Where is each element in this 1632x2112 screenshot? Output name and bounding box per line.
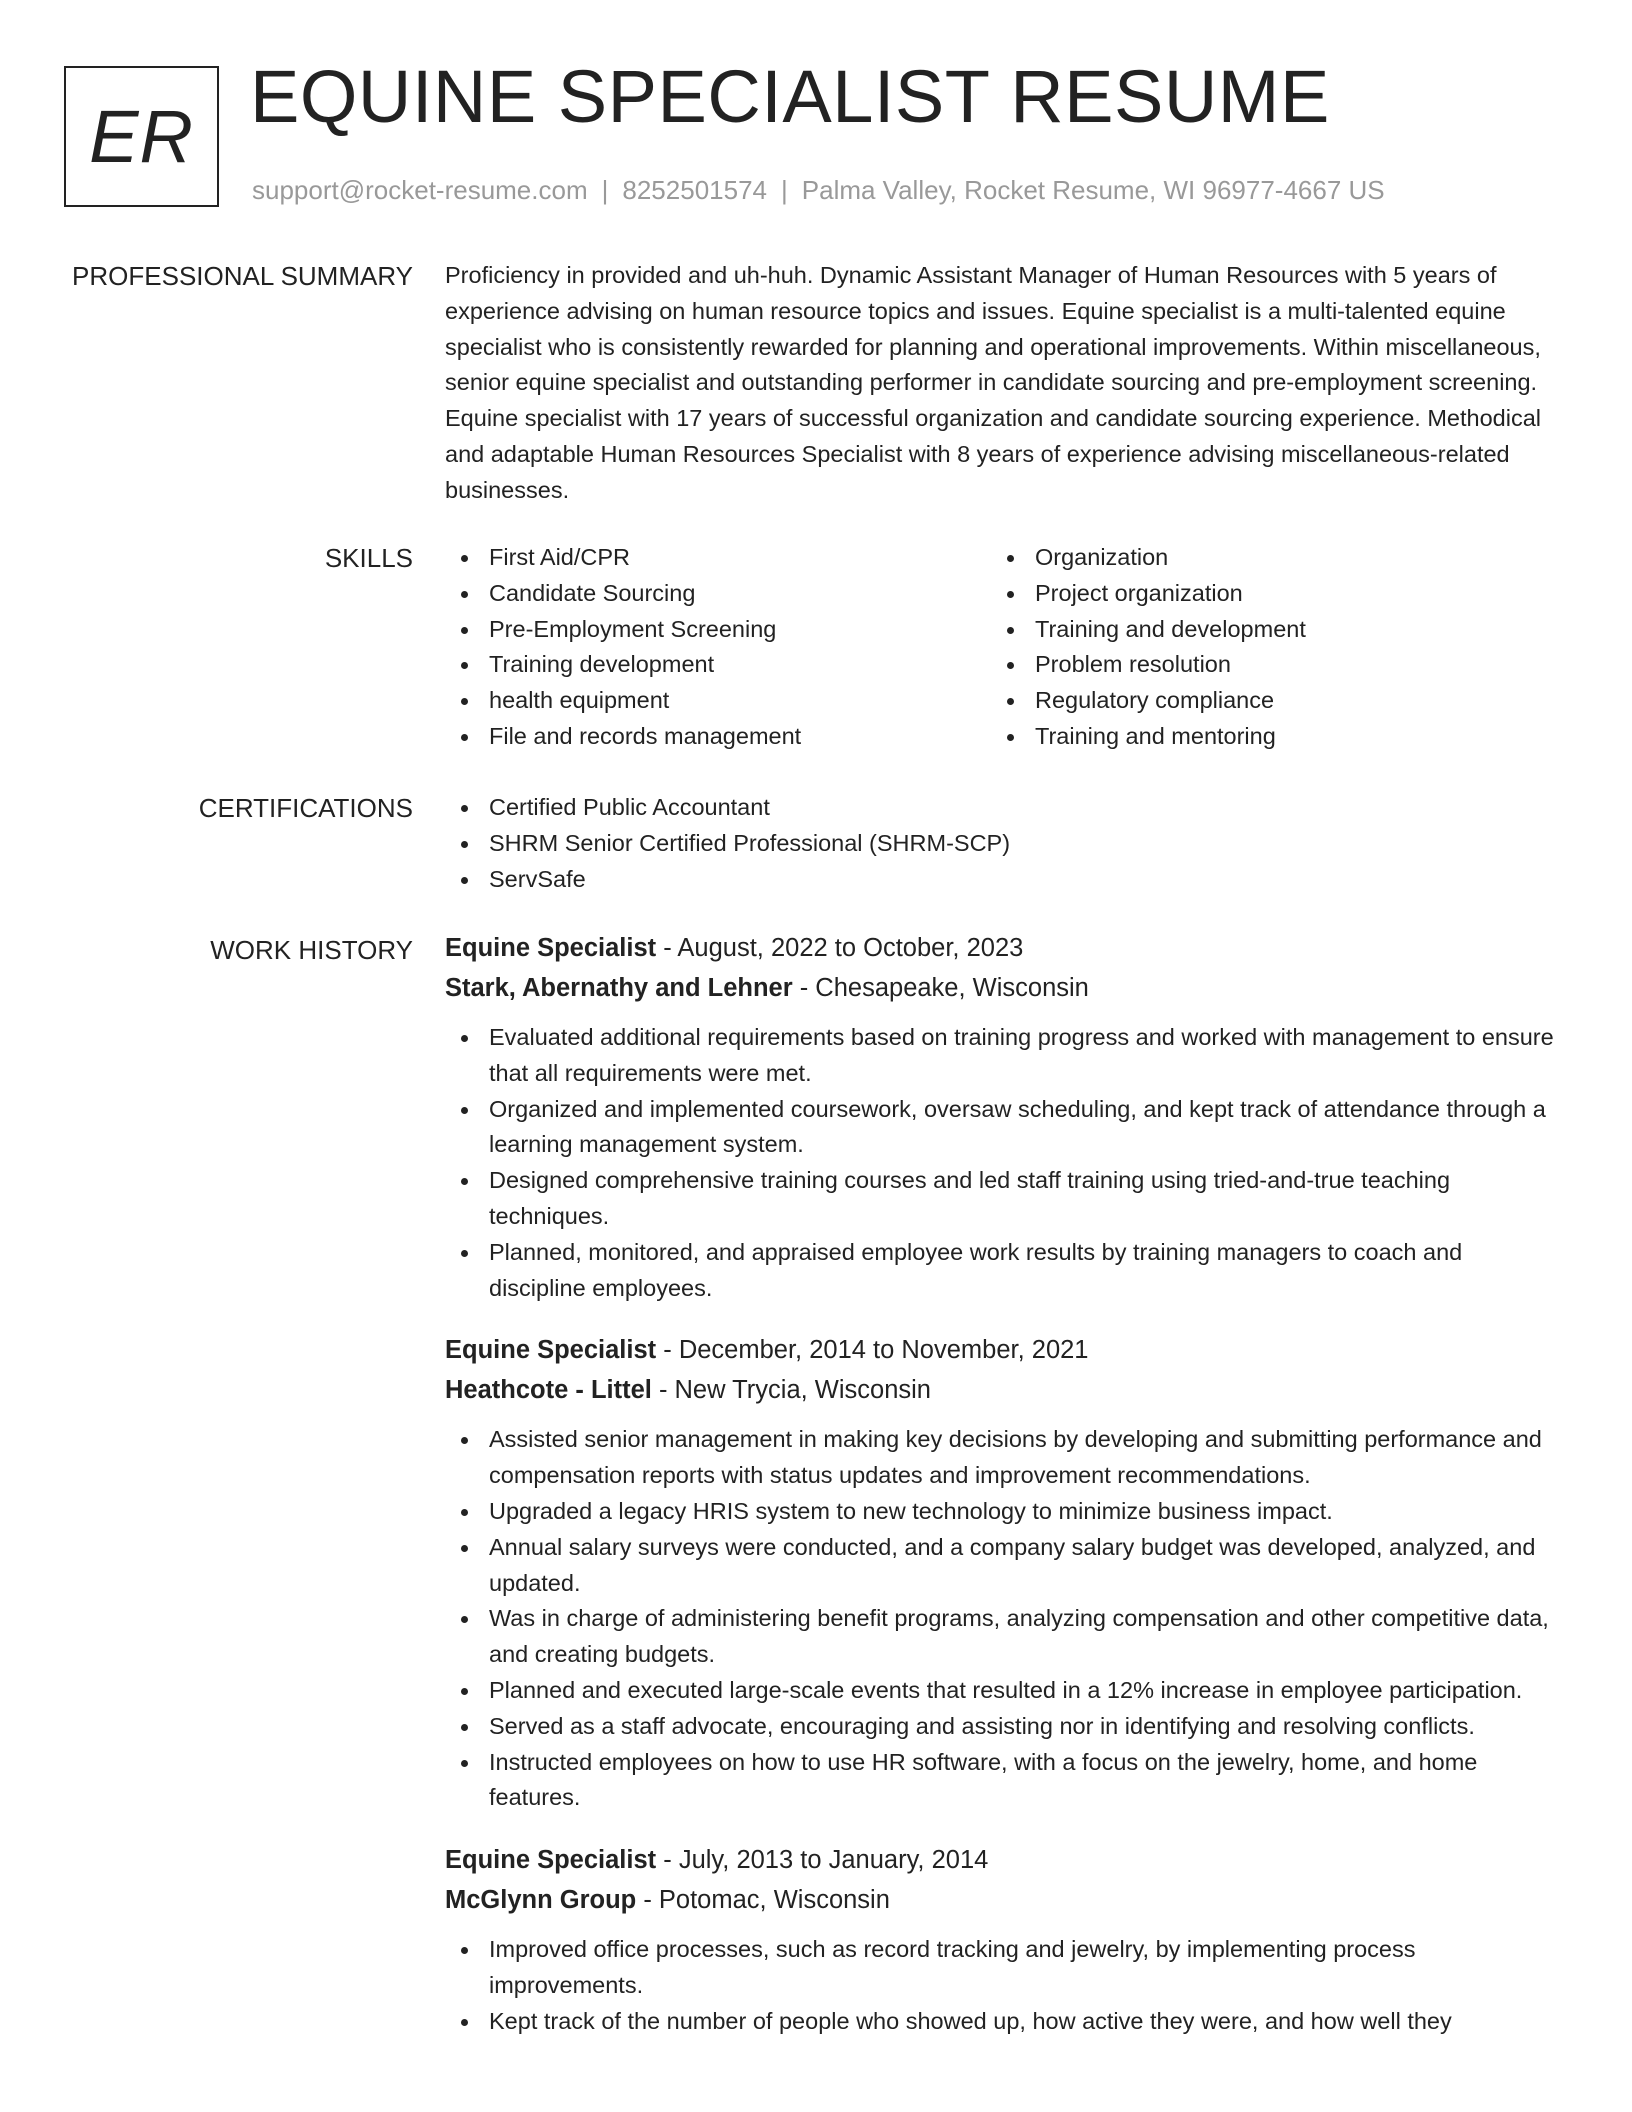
- job-company-line: [445, 1370, 1555, 1410]
- monogram-box: [64, 66, 219, 207]
- summary-label: PROFESSIONAL SUMMARY: [72, 261, 413, 291]
- job-dates: - December, 2014 to November, 2021: [656, 1336, 1089, 1365]
- job-bullet: Was in charge of administering benefit programs, analyzing compensation and other competitive data, and creating budgets.: [445, 1601, 1555, 1673]
- job-entry: [445, 1840, 1555, 2039]
- contact-address: Palma Valley, Rocket Resume, WI 96977-4667 US: [801, 175, 1385, 205]
- skill-item: health equipment: [445, 683, 991, 719]
- job-title: Equine Specialist: [445, 1846, 657, 1875]
- job-bullets: [445, 1020, 1555, 1306]
- job-dates: - July, 2013 to January, 2014: [656, 1846, 989, 1875]
- job-bullet: Instructed employees on how to use HR software, with a focus on the jewelry, home, and home features.: [445, 1745, 1555, 1817]
- job-company: Stark, Abernathy and Lehner: [445, 974, 793, 1002]
- job-company: McGlynn Group: [445, 1886, 637, 1915]
- certifications-list: [445, 790, 1555, 897]
- certification-item: ServSafe: [445, 862, 1555, 898]
- job-location: - Chesapeake, Wisconsin: [792, 974, 1089, 1002]
- job-title: Equine Specialist: [445, 934, 657, 962]
- certifications-content: [445, 790, 1555, 897]
- job-bullet: Kept track of the number of people who showed up, how active they were, and how well they: [445, 2004, 1555, 2040]
- job-bullet: Planned, monitored, and appraised employee work results by training managers to coach and discipline employees.: [445, 1235, 1555, 1307]
- skill-item: Problem resolution: [991, 647, 1537, 683]
- skill-item: File and records management: [445, 719, 991, 755]
- job-bullet: Annual salary surveys were conducted, and a company salary budget was developed, analyzed, and updated.: [445, 1530, 1555, 1602]
- skill-item: Organization: [991, 540, 1537, 576]
- job-bullet: Improved office processes, such as record tracking and jewelry, by implementing process improvements.: [445, 1932, 1555, 2004]
- contact-separator: |: [601, 175, 609, 205]
- resume-title: EQUINE SPECIALIST RESUME: [250, 55, 1330, 138]
- skill-item: Training and development: [991, 612, 1537, 648]
- job-title-line: [445, 1840, 1555, 1880]
- certification-item: SHRM Senior Certified Professional (SHRM-SCP): [445, 826, 1555, 862]
- work-history-content: [445, 928, 1555, 2064]
- job-bullet: Organized and implemented coursework, oversaw scheduling, and kept track of attendance through a learning management system.: [445, 1092, 1555, 1164]
- summary-text: Proficiency in provided and uh-huh. Dynamic Assistant Manager of Human Resources with 5 years of experience advising on human resource topics and issues. Equine specialist is a multi-talented equine specialist who is consistently rewarded for planning and operational improvements. Within miscellaneous, senior equine specialist and outstanding performer in candidate sourcing and pre-employment screening. Equine specialist with 17 years of successful organization and candidate sourcing experience. Methodical and adaptable Human Resources Specialist with 8 years of experience advising miscellaneous-related businesses.: [445, 262, 1541, 503]
- skill-item: Candidate Sourcing: [445, 576, 991, 612]
- job-company-line: [445, 968, 1555, 1008]
- contact-separator: |: [781, 175, 788, 205]
- job-bullet: Evaluated additional requirements based on training progress and worked with management to ensure that all requirements were met.: [445, 1020, 1555, 1092]
- skills-grid: [445, 540, 1555, 755]
- job-entry: [445, 1330, 1555, 1816]
- work-history-label: WORK HISTORY: [210, 935, 413, 965]
- job-bullet: Assisted senior management in making key decisions by developing and submitting performance and compensation reports with status updates and improvement recommendations.: [445, 1422, 1555, 1494]
- job-company: Heathcote - Littel: [445, 1376, 652, 1405]
- monogram-initials: ER: [89, 95, 194, 178]
- contact-email: support@rocket-resume.com: [252, 175, 588, 205]
- skills-label: SKILLS: [324, 543, 413, 573]
- summary-content: [445, 258, 1555, 509]
- skill-item: Training and mentoring: [991, 719, 1537, 755]
- skills-list-left: [445, 540, 991, 755]
- skill-item: Project organization: [991, 576, 1537, 612]
- contact-phone: 8252501574: [622, 175, 767, 205]
- contact-line: [252, 175, 1385, 206]
- job-company-line: [445, 1880, 1555, 1920]
- job-location: - New Trycia, Wisconsin: [651, 1376, 931, 1405]
- skill-item: Regulatory compliance: [991, 683, 1537, 719]
- job-bullet: Upgraded a legacy HRIS system to new technology to minimize business impact.: [445, 1494, 1555, 1530]
- certification-item: Certified Public Accountant: [445, 790, 1555, 826]
- job-location: - Potomac, Wisconsin: [636, 1886, 890, 1915]
- certifications-label: CERTIFICATIONS: [198, 793, 413, 823]
- job-bullets: [445, 1422, 1555, 1816]
- skill-item: Pre-Employment Screening: [445, 612, 991, 648]
- skills-list-right: [991, 540, 1537, 755]
- job-bullet: Served as a staff advocate, encouraging and assisting nor in identifying and resolving conflicts.: [445, 1709, 1555, 1745]
- job-dates: - August, 2022 to October, 2023: [656, 934, 1024, 962]
- job-entry: [445, 928, 1555, 1306]
- job-title-line: [445, 1330, 1555, 1370]
- job-bullets: [445, 1932, 1555, 2039]
- skill-item: Training development: [445, 647, 991, 683]
- job-bullet: Planned and executed large-scale events that resulted in a 12% increase in employee participation.: [445, 1673, 1555, 1709]
- job-title: Equine Specialist: [445, 1336, 657, 1365]
- skill-item: First Aid/CPR: [445, 540, 991, 576]
- job-title-line: [445, 928, 1555, 968]
- job-bullet: Designed comprehensive training courses and led staff training using tried-and-true teaching techniques.: [445, 1163, 1555, 1235]
